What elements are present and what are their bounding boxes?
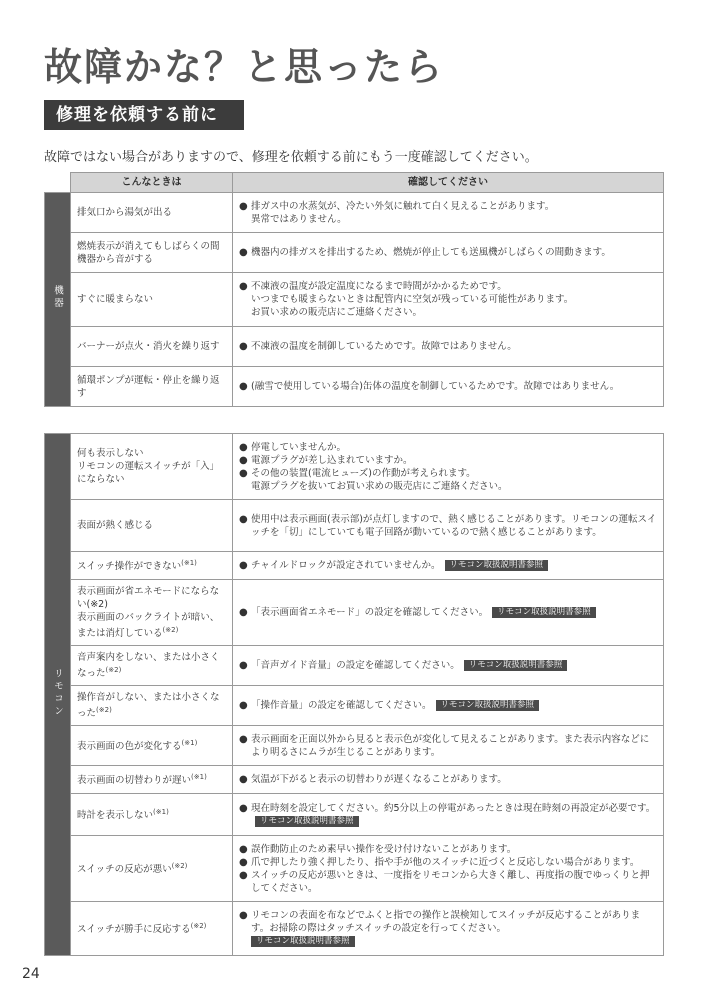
footnote-mark: (※1) [181,559,197,568]
check-line: ● (融雪で使用している場合)缶体の温度を制御しているためです。故障ではありません。 [239,380,657,393]
table-row [45,580,664,646]
check-text: 現在時刻を設定してください。約5分以上の停電があったときは現在時刻の再設定が必要です。 [251,802,656,814]
footnote-mark: (※2) [162,625,179,634]
check-line: ● 電源プラグが差し込まれていますか。 [239,454,657,467]
check-line: いつまでも暖まらないときは配管内に空気が残っている可能性があります。 [251,294,574,305]
table-row [45,726,664,766]
check-cell [233,794,664,836]
page-number: 24 [22,966,40,982]
manual-ref-badge: リモコン取扱説明書参照 [251,936,355,947]
check-cell [233,766,664,794]
table-row [45,646,664,686]
symptom-cell [71,766,233,794]
footnote-mark: (※1) [181,739,198,748]
table-row [45,794,664,836]
symptom-cell: 排気口から湯気が出る [71,193,233,233]
check-line: ● 誤作動防止のため素早い操作を受け付けないことがあります。 [239,843,657,856]
manual-ref-badge: リモコン取扱説明書参照 [436,700,540,711]
check-cell [233,552,664,580]
symptom-cell: バーナーが点火・消火を繰り返す [71,327,233,367]
check-line [239,935,657,948]
equipment-troubleshooting-table [44,172,664,407]
footnote-mark: (※2) [171,862,188,871]
footnote-mark: (※2) [96,705,112,714]
category-remocon: リモコン [45,434,71,956]
symptom-cell [71,902,233,956]
symptom-cell [71,580,233,646]
check-line [239,802,657,828]
remote-troubleshooting-table [44,433,664,956]
check-line: ● リモコンの表面を布などでふくと指での操作と誤検知してスイッチが反応することがあります。お掃除の際はタッチスイッチの設定を行ってください。 [239,909,657,935]
check-cell [233,836,664,902]
symptom-text: スイッチ操作ができない [77,561,182,573]
check-line: ● 排ガス中の水蒸気が、冷たい外気に触れて白く見えることがあります。 [239,200,657,213]
check-cell [233,686,664,726]
symptom-cell: 循環ポンプが運転・停止を繰り返す [71,367,233,407]
check-line: ● 不凍液の温度が設定温度になるまで時間がかかるためです。 [239,280,657,293]
manual-ref-badge: リモコン取扱説明書参照 [464,660,568,671]
symptom-cell: すぐに暖まらない [71,273,233,327]
table-row [45,686,664,726]
symptom-text: 音声案内をしない、または小さくなった [77,651,220,680]
check-cell [233,367,664,407]
symptom-cell [71,794,233,836]
symptom-text: 表示画面が省エネモードにならない(※2) 表示画面のバックライトが暗い、または消灯している [77,585,220,640]
table-row [45,552,664,580]
symptom-text: 表示画面の色が変化する [77,741,182,753]
check-line: 電源プラグを抜いてお買い求めの販売店にご連絡ください。 [251,480,508,492]
table-row [45,367,664,407]
check-cell [233,273,664,327]
check-line: お買い求めの販売店にご連絡ください。 [251,307,423,318]
symptom-cell: 表面が熱く感じる [71,500,233,552]
check-cell [233,327,664,367]
check-cell [233,902,664,956]
table-row [45,193,664,233]
check-line [239,559,657,572]
table-row [45,500,664,552]
check-line: ● 不凍液の温度を制御しているためです。故障ではありません。 [239,340,657,353]
header-check: 確認してください [233,173,664,193]
check-cell [233,500,664,552]
check-line: ● その他の装置(電流ヒューズ)の作動が考えられます。 [239,467,657,480]
check-text: 「操作音量」の設定を確認してください。 [251,700,432,711]
symptom-cell [71,686,233,726]
check-line: ● 停電していませんか。 [239,441,657,454]
check-line [239,606,657,619]
symptom-cell [71,726,233,766]
symptom-text: スイッチが勝手に反応する [77,924,191,936]
footnote-mark: (※2) [190,922,207,931]
check-line [239,699,657,712]
symptom-cell [71,836,233,902]
check-text: 「表示画面省エネモード」の設定を確認してください。 [251,607,489,618]
check-line: ● 爪で押したり強く押したり、指や手が他のスイッチに近づくと反応しない場合があります。 [239,856,657,869]
header-symptom: こんなときは [71,173,233,193]
check-cell [233,434,664,500]
table-row [45,273,664,327]
symptom-cell: 何も表示しない リモコンの運転スイッチが「入」にならない [71,434,233,500]
check-text: 「音声ガイド音量」の設定を確認してください。 [251,660,460,671]
check-line: ● 表示画面を正面以外から見ると表示色が変化して見えることがあります。また表示内容などにより明るさにムラが生じることがあります。 [239,733,657,759]
footnote-mark: (※2) [105,665,122,674]
intro-text: 故障ではない場合がありますので、修理を依頼する前にもう一度確認してください。 [44,150,538,165]
check-cell [233,193,664,233]
check-line [239,659,657,672]
symptom-text: スイッチの反応が悪い [77,864,172,876]
check-text: チャイルドロックが設定されていませんか。 [251,560,441,571]
check-cell [233,726,664,766]
table-row [45,836,664,902]
symptom-cell: 燃焼表示が消えてもしばらくの間機器から音がする [71,233,233,273]
symptom-text: 表示画面の切替わりが遅い [77,775,192,787]
header-blank [45,173,71,193]
check-line: ● 使用中は表示画面(表示部)が点灯しますので、熱く感じることがあります。リモコンの運転スイッチを「切」にしていても電子回路が動いているので熱く感じることがあります。 [239,513,657,539]
check-line: ● 気温が下がると表示の切替わりが遅くなることがあります。 [239,773,657,786]
manual-ref-badge: リモコン取扱説明書参照 [492,607,596,618]
page-title: 故障かな？と思ったら [44,45,445,89]
symptom-text: 時計を表示しない [77,810,154,822]
symptom-cell [71,552,233,580]
table-row [45,233,664,273]
symptom-text: 操作音がしない、または小さくなった [77,691,220,720]
section-banner: 修理を依頼する前に [44,100,244,130]
footnote-mark: (※1) [153,808,169,817]
check-line: ● スイッチの反応が悪いときは、一度指をリモコンから大きく離し、再度指の腹でゆっくりと押してください。 [239,869,657,895]
check-cell [233,233,664,273]
table-row [45,902,664,956]
footnote-mark: (※1) [191,773,207,782]
category-kiki: 機器 [45,193,71,407]
manual-ref-badge: リモコン取扱説明書参照 [255,816,359,827]
table-row [45,327,664,367]
table-row [45,766,664,794]
check-cell [233,646,664,686]
check-cell [233,580,664,646]
check-line: ● 機器内の排ガスを排出するため、燃焼が停止しても送風機がしばらくの間動きます。 [239,246,657,259]
symptom-cell [71,646,233,686]
table-row [45,434,664,500]
manual-ref-badge: リモコン取扱説明書参照 [445,560,549,571]
check-line: 異常ではありません。 [251,213,347,225]
table-header-row [45,173,664,193]
